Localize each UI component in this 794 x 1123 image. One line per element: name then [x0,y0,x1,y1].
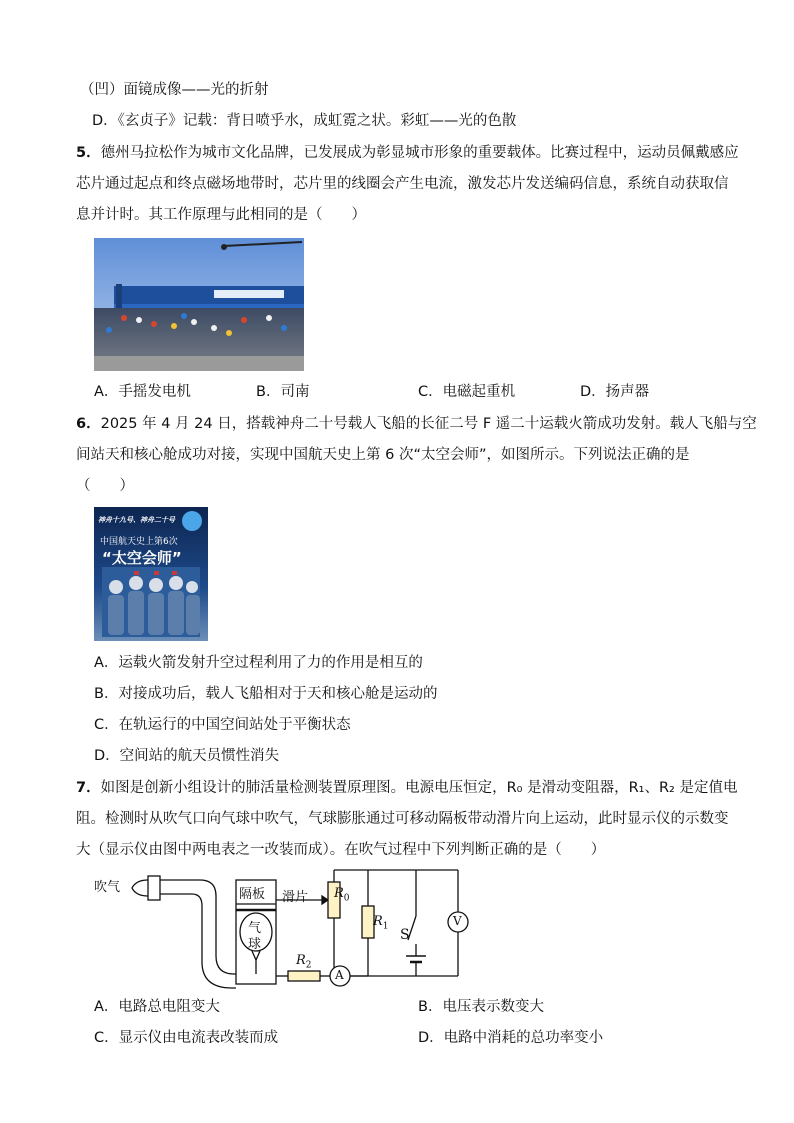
partition-label: 隔板 [239,887,266,902]
balloon-label-1: 气 [248,921,262,936]
r2-label [296,953,312,971]
r2-subscript: 2 [305,960,312,971]
q7-text1: 如图是创新小组设计的肺活量检测装置原理图。电源电压恒定，R₀ 是滑动变阻器，R₁、R₂ 是定值电 [100,780,738,796]
q7-option-d[interactable]: D．电路中消耗的总功率变小 [418,1030,604,1046]
q7-line3: 大（显示仪由图中两电表之一改装而成）。在吹气过程中下列判断正确的是（ ） [76,842,606,858]
slider-label: 滑片 [282,890,309,905]
q5-text1: 德州马拉松作为城市文化品牌，已发展成为彰显城市形象的重要载体。比赛过程中，运动员佩戴感应 [100,145,739,161]
option-c-prev: （凹）面镜成像——光的折射 [80,82,269,98]
r1-label [373,914,389,932]
q6-line3: （ ） [76,478,134,494]
r0-letter: R [334,886,344,901]
q6-option-c[interactable]: C．在轨运行的中国空间站处于平衡状态 [94,717,351,733]
r0-label [334,886,350,904]
q5-line3: 息并计时。其工作原理与此相同的是（ ） [76,207,366,223]
q5-option-c[interactable]: C．电磁起重机 [418,384,516,400]
q5-line2: 芯片通过起点和终点磁场地带时，芯片里的线圈会产生电流，激发芯片发送编码信息，系统自动获取信 [76,176,729,192]
space-meeting-poster [94,507,208,641]
q7-option-c[interactable]: C．显示仪由电流表改装而成 [94,1030,279,1046]
q7-number: 7． [76,780,101,796]
q7-line2: 阻。检测时从吹气口向气球中吹气，气球膨胀通过可移动隔板带动滑片向上运动，此时显示仪的示数变 [76,811,729,827]
q5-option-b[interactable]: B．司南 [256,384,310,400]
option-d-prev: D．《玄贞子》记载：背日喷乎水，成虹霓之状。彩虹——光的色散 [92,113,517,129]
q7-option-a[interactable]: A．电路总电阻变大 [94,999,220,1015]
switch-label: S [400,927,410,943]
q6-option-a[interactable]: A．运载火箭发射升空过程利用了力的作用是相互的 [94,655,423,671]
blow-label: 吹气 [94,880,121,895]
q7-option-b[interactable]: B．电压表示数变大 [418,999,544,1015]
poster-main-text: “太空会师” [102,549,182,567]
r2-letter: R [296,953,306,968]
balloon-label-2: 球 [248,937,262,952]
q5-option-a[interactable]: A．手摇发电机 [94,384,191,400]
r1-letter: R [373,914,383,929]
voltmeter-label: V [453,914,462,928]
q6-number: 6． [76,416,101,432]
r1-subscript: 1 [382,921,389,932]
marathon-photo [94,238,304,371]
q6-line1 [76,414,757,434]
poster-top-text: 神舟十九号、神舟二十号 [98,516,175,524]
lung-capacity-circuit-diagram [88,866,478,990]
poster-mid-text: 中国航天史上第6次 [100,537,178,547]
q6-line2: 间站天和核心舱成功对接，实现中国航天史上第 6 次“太空会师”，如图所示。下列说法正确的是 [76,447,690,463]
q7-line1 [76,778,737,798]
q5-number: 5． [76,145,101,161]
r0-subscript: 0 [343,893,350,904]
q6-option-b[interactable]: B．对接成功后，载人飞船相对于天和核心舱是运动的 [94,686,438,702]
q6-text1: 2025 年 4 月 24 日，搭载神舟二十号载人飞船的长征二号 F 遥二十运载火箭成功发射。载人飞船与空 [100,416,757,432]
q5-option-d[interactable]: D．扬声器 [580,384,650,400]
q6-option-d[interactable]: D．空间站的航天员惯性消失 [94,748,280,764]
ammeter-label: A [335,968,344,982]
q5-line1 [76,143,739,163]
